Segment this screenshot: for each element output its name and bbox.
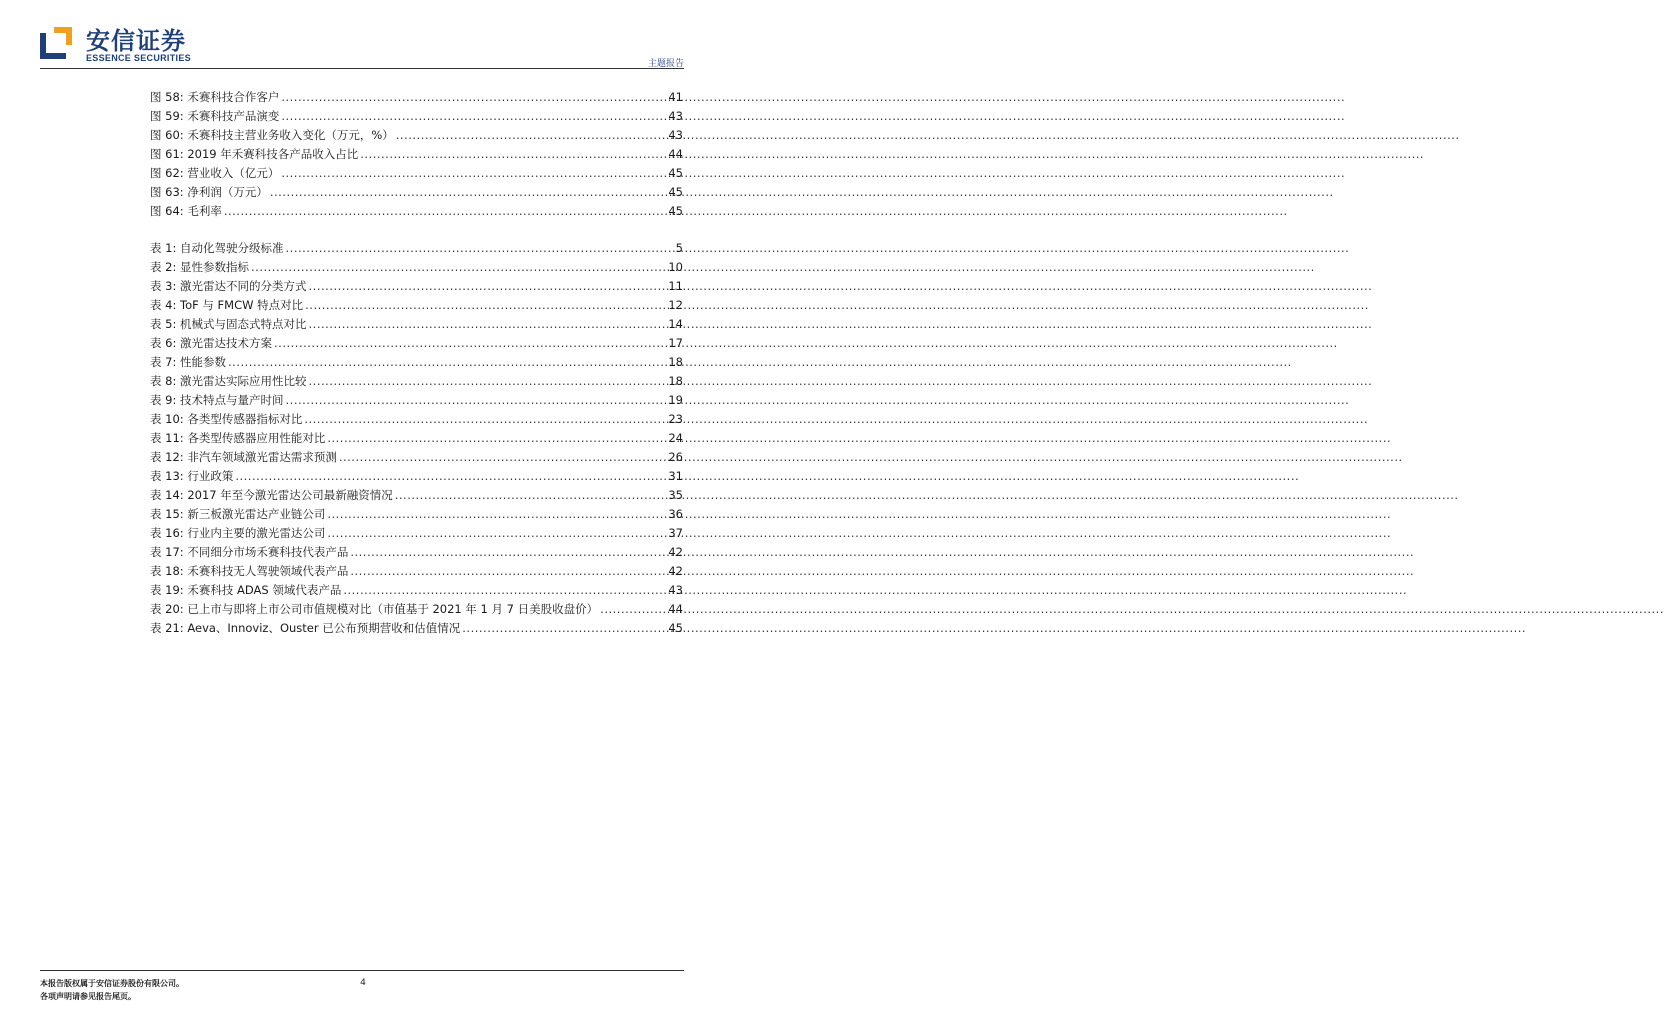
toc-entry-page: 45 xyxy=(668,185,683,199)
toc-entry-number: 表 20: xyxy=(150,602,184,616)
table-toc-entry[interactable] xyxy=(150,411,683,430)
toc-entry-number: 图 58: xyxy=(150,90,184,104)
dot-leader xyxy=(281,90,666,104)
disclaimer-notice: 各项声明请参见报告尾页。 xyxy=(40,992,136,1001)
toc-entry-title: 显性参数指标 xyxy=(180,260,250,274)
dot-leader xyxy=(224,204,667,218)
toc-entry-title: 机械式与固态式特点对比 xyxy=(180,317,307,331)
table-toc-entry[interactable] xyxy=(150,544,683,563)
table-toc-entry[interactable] xyxy=(150,487,683,506)
dot-leader xyxy=(309,279,667,293)
table-toc-entry[interactable] xyxy=(150,468,683,487)
table-toc-entry[interactable] xyxy=(150,506,683,525)
page-header xyxy=(0,0,724,70)
dot-leader xyxy=(327,507,666,521)
toc-entry-title: 激光雷达不同的分类方式 xyxy=(180,279,307,293)
dot-leader xyxy=(350,545,666,559)
dot-leader xyxy=(309,317,667,331)
toc-entry-number: 表 14: xyxy=(150,488,184,502)
toc-entry-title: 行业内主要的激光雷达公司 xyxy=(187,526,326,540)
toc-entry-title: 禾赛科技主营业务收入变化（万元，%） xyxy=(187,128,394,142)
dot-leader xyxy=(274,336,666,350)
toc-entry-page: 10 xyxy=(668,260,683,274)
table-toc-entry[interactable] xyxy=(150,449,683,468)
figure-toc-entry[interactable] xyxy=(150,89,683,108)
toc-entry-title: 毛利率 xyxy=(187,204,222,218)
dot-leader xyxy=(395,488,667,502)
toc-entry-page: 41 xyxy=(668,90,683,104)
toc-entry-title: 净利润（万元） xyxy=(187,185,268,199)
table-toc-entry[interactable] xyxy=(150,259,683,278)
toc-entry-title: 禾赛科技合作客户 xyxy=(187,90,280,104)
toc-entry-page: 45 xyxy=(668,166,683,180)
toc-entry-number: 表 18: xyxy=(150,564,184,578)
dot-leader xyxy=(309,374,667,388)
toc-entry-number: 表 10: xyxy=(150,412,184,426)
header-divider xyxy=(40,68,684,69)
toc-entry-title: 各类型传感器指标对比 xyxy=(187,412,303,426)
toc-entry-number: 表 15: xyxy=(150,507,184,521)
toc-entry-title: 自动化驾驶分级标准 xyxy=(180,241,284,255)
toc-entry-title: 2019 年禾赛科技各产品收入占比 xyxy=(187,147,359,161)
dot-leader xyxy=(327,431,666,445)
dot-leader xyxy=(350,564,666,578)
toc-entry-page: 43 xyxy=(668,583,683,597)
toc-entry-title: 非汽车领域激光雷达需求预测 xyxy=(187,450,337,464)
toc-entry-page: 35 xyxy=(668,488,683,502)
dot-leader xyxy=(286,393,667,407)
toc-entry-number: 表 2: xyxy=(150,260,177,274)
table-toc-entry[interactable] xyxy=(150,620,683,639)
footer-disclaimer xyxy=(40,977,184,1003)
table-toc-entry[interactable] xyxy=(150,601,683,620)
toc-entry-number: 表 21: xyxy=(150,621,184,635)
toc-entry-title: 性能参数 xyxy=(180,355,227,369)
toc-entry-number: 表 6: xyxy=(150,336,177,350)
toc-entry-page: 14 xyxy=(668,317,683,331)
toc-entry-number: 表 12: xyxy=(150,450,184,464)
dot-leader xyxy=(360,147,666,161)
toc-entry-number: 表 13: xyxy=(150,469,184,483)
toc-entry-page: 19 xyxy=(668,393,683,407)
toc-entry-title: 禾赛科技无人驾驶领域代表产品 xyxy=(187,564,349,578)
toc-entry-title: 禾赛科技产品演变 xyxy=(187,109,280,123)
toc-entry-title: 技术特点与量产时间 xyxy=(180,393,284,407)
toc-entry-number: 表 8: xyxy=(150,374,177,388)
toc-entry-page: 37 xyxy=(668,526,683,540)
toc-entry-page: 45 xyxy=(668,621,683,635)
toc-entry-title: Aeva、Innoviz、Ouster 已公布预期营收和估值情况 xyxy=(187,621,461,635)
toc-entry-number: 图 59: xyxy=(150,109,184,123)
table-toc-entry[interactable] xyxy=(150,392,683,411)
toc-entry-number: 表 9: xyxy=(150,393,177,407)
toc-entry-page: 45 xyxy=(668,204,683,218)
dot-leader xyxy=(304,412,666,426)
page-number: 4 xyxy=(360,978,366,988)
toc-entry-title: 新三板激光雷达产业链公司 xyxy=(187,507,326,521)
figure-toc-entry[interactable] xyxy=(150,165,683,184)
toc-entry-page: 11 xyxy=(668,279,683,293)
dot-leader xyxy=(235,469,666,483)
toc-entry-number: 图 64: xyxy=(150,204,184,218)
table-toc-entry[interactable] xyxy=(150,335,683,354)
dot-leader xyxy=(339,450,667,464)
toc-entry-number: 表 17: xyxy=(150,545,184,559)
toc-entry-page: 17 xyxy=(668,336,683,350)
dot-leader xyxy=(305,298,666,312)
figure-toc-entry[interactable] xyxy=(150,127,683,146)
dot-leader xyxy=(281,166,666,180)
figure-toc-entry[interactable] xyxy=(150,203,683,222)
toc-entry-number: 表 16: xyxy=(150,526,184,540)
toc-entry-page: 36 xyxy=(668,507,683,521)
table-toc-entry[interactable] xyxy=(150,563,683,582)
dot-leader xyxy=(462,621,666,635)
toc-entry-page: 5 xyxy=(675,241,683,255)
toc-entry-page: 42 xyxy=(668,564,683,578)
table-toc-entry[interactable] xyxy=(150,278,683,297)
figure-toc-entry[interactable] xyxy=(150,184,683,203)
toc-entry-title: 各类型传感器应用性能对比 xyxy=(187,431,326,445)
toc-entry-title: 激光雷达技术方案 xyxy=(180,336,273,350)
dot-leader xyxy=(600,602,666,616)
figure-toc-entry[interactable] xyxy=(150,108,683,127)
toc-entry-page: 43 xyxy=(668,109,683,123)
dot-leader xyxy=(286,241,674,255)
table-toc-entry[interactable] xyxy=(150,373,683,392)
table-toc-entry[interactable] xyxy=(150,354,683,373)
toc-entry-number: 表 7: xyxy=(150,355,177,369)
toc-entry-page: 12 xyxy=(668,298,683,312)
toc-entry-number: 图 63: xyxy=(150,185,184,199)
brand-name-en: ESSENCE SECURITIES xyxy=(86,53,191,63)
toc-entry-page: 26 xyxy=(668,450,683,464)
toc-entry-title: 不同细分市场禾赛科技代表产品 xyxy=(187,545,349,559)
toc-entry-number: 表 5: xyxy=(150,317,177,331)
dot-leader xyxy=(343,583,666,597)
toc-entry-title: 禾赛科技 ADAS 领域代表产品 xyxy=(187,583,342,597)
toc-entry-page: 44 xyxy=(668,147,683,161)
toc-entry-title: 行业政策 xyxy=(187,469,234,483)
toc-entry-number: 表 19: xyxy=(150,583,184,597)
toc-entry-title: ToF 与 FMCW 特点对比 xyxy=(180,298,304,312)
toc-entry-title: 激光雷达实际应用性比较 xyxy=(180,374,307,388)
table-toc-entry[interactable] xyxy=(150,297,683,316)
tables-index xyxy=(150,240,683,639)
dot-leader xyxy=(327,526,666,540)
toc-entry-title: 营业收入（亿元） xyxy=(187,166,280,180)
toc-entry-number: 表 3: xyxy=(150,279,177,293)
table-toc-entry[interactable] xyxy=(150,525,683,544)
dot-leader xyxy=(396,128,667,142)
brand-name-cn: 安信证券 xyxy=(86,27,186,55)
toc-entry-number: 图 61: xyxy=(150,147,184,161)
table-toc-entry[interactable] xyxy=(150,316,683,335)
figure-toc-entry[interactable] xyxy=(150,146,683,165)
toc-entry-title: 已上市与即将上市公司市值规模对比（市值基于 2021 年 1 月 7 日美股收盘价） xyxy=(187,602,599,616)
figures-index xyxy=(150,89,683,222)
toc-entry-title: 2017 年至今激光雷达公司最新融资情况 xyxy=(187,488,393,502)
footer-divider xyxy=(40,970,684,971)
toc-entry-number: 表 11: xyxy=(150,431,184,445)
toc-entry-page: 31 xyxy=(668,469,683,483)
toc-entry-number: 表 4: xyxy=(150,298,177,312)
toc-entry-page: 43 xyxy=(668,128,683,142)
report-type-label: 主题报告 xyxy=(647,59,684,69)
table-toc-entry[interactable] xyxy=(150,240,683,259)
toc-entry-page: 23 xyxy=(668,412,683,426)
toc-entry-page: 18 xyxy=(668,355,683,369)
dot-leader xyxy=(228,355,666,369)
toc-entry-page: 24 xyxy=(668,431,683,445)
toc-entry-page: 42 xyxy=(668,545,683,559)
dot-leader xyxy=(281,109,666,123)
toc-entry-page: 18 xyxy=(668,374,683,388)
toc-entry-page: 44 xyxy=(668,602,683,616)
copyright-notice: 本报告版权属于安信证券股份有限公司。 xyxy=(40,979,184,988)
toc-entry-number: 表 1: xyxy=(150,241,177,255)
dot-leader xyxy=(270,185,667,199)
dot-leader xyxy=(251,260,666,274)
toc-entry-number: 图 62: xyxy=(150,166,184,180)
toc-entry-number: 图 60: xyxy=(150,128,184,142)
essence-logo-icon xyxy=(40,27,72,59)
table-toc-entry[interactable] xyxy=(150,430,683,449)
table-toc-entry[interactable] xyxy=(150,582,683,601)
